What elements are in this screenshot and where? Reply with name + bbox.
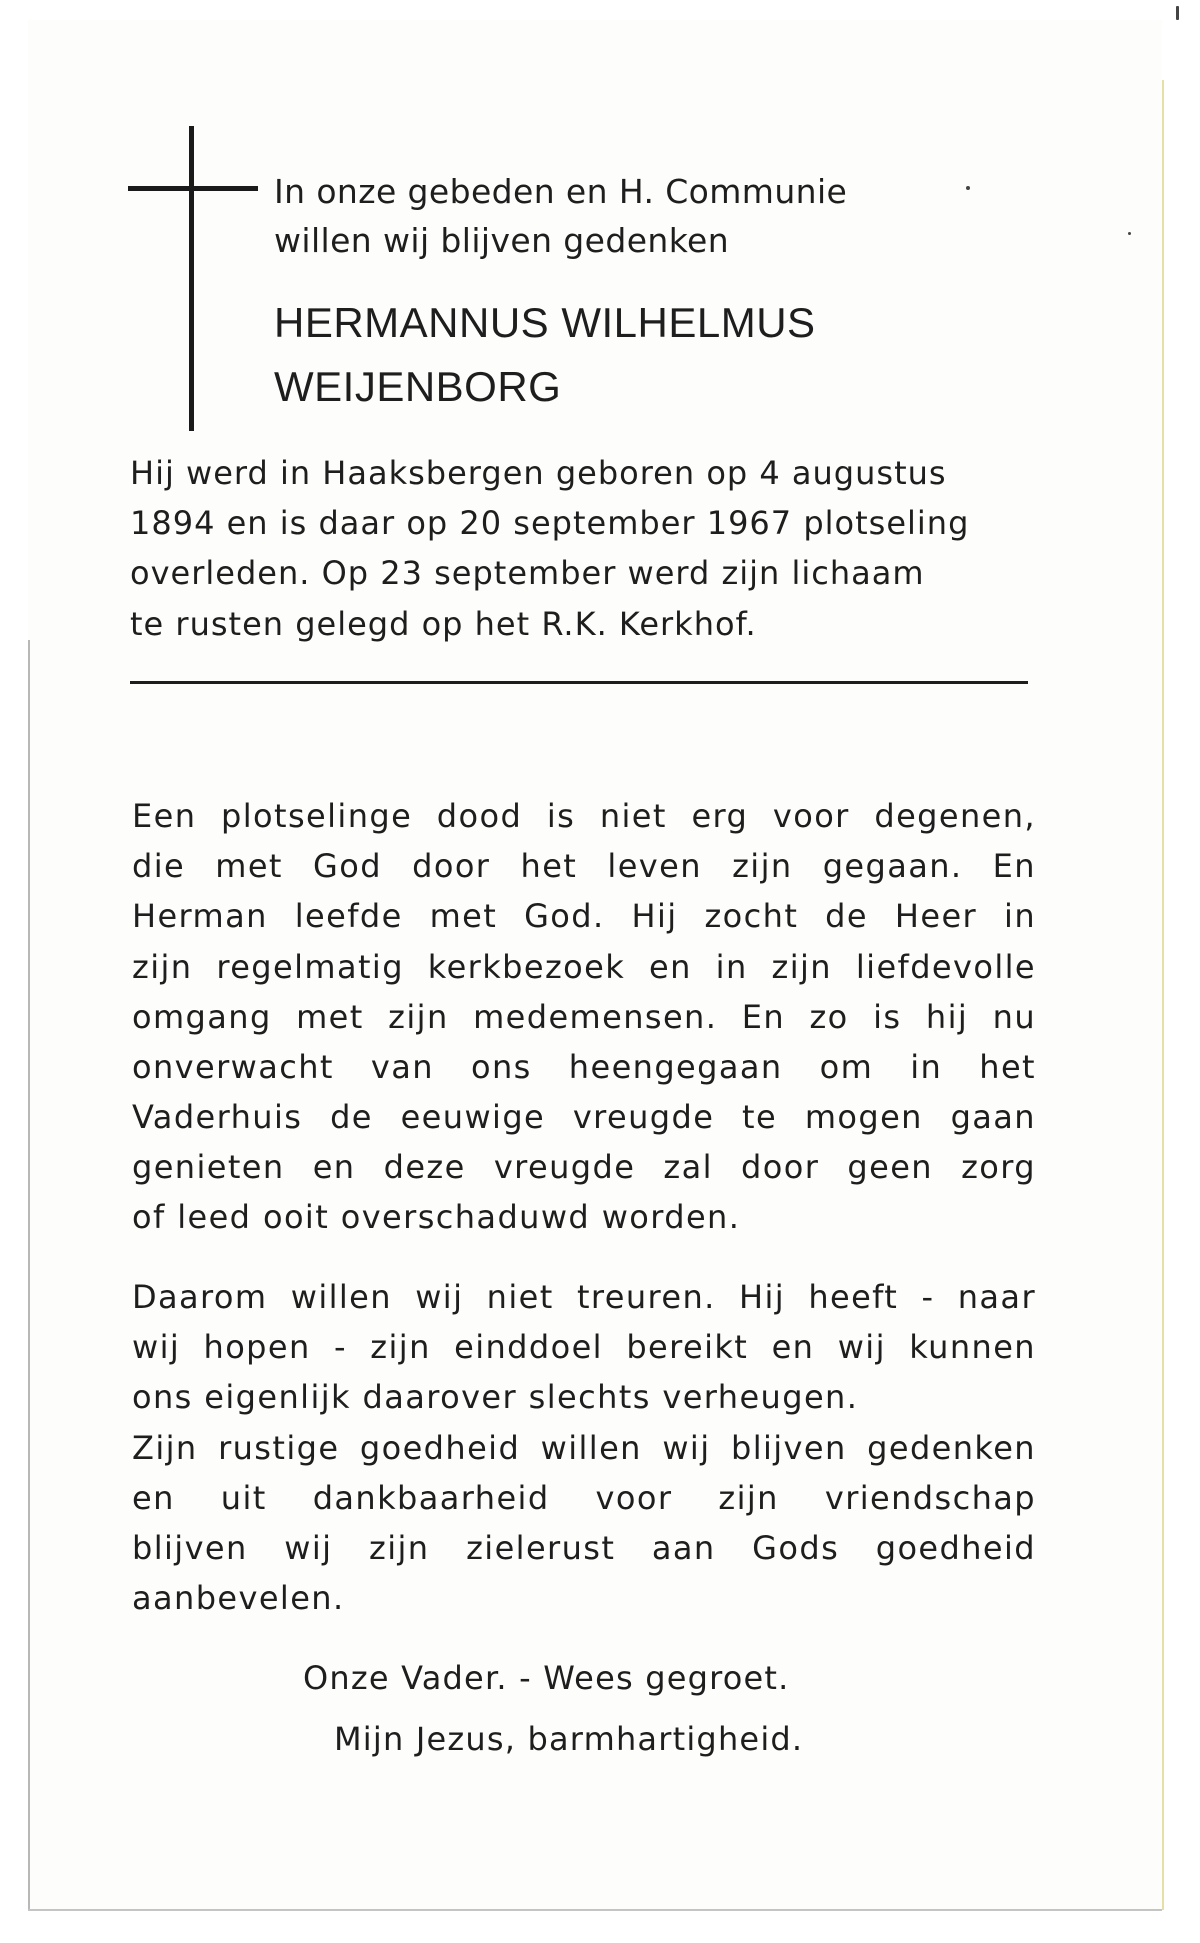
cross-icon [189,126,194,431]
text-line: aanbevelen. [132,1579,345,1617]
text-line: wij hopen - zijn einddoel bereikt en wij kunnen [132,1328,1036,1366]
text-line: genieten en deze vreugde zal door geen zorg [132,1148,1036,1186]
scan-edge-bottom [28,1909,1162,1911]
text-line: of leed ooit overschaduwd worden. [132,1198,741,1236]
deceased-name: HERMANNUS WILHELMUS [274,299,816,346]
scan-speck [1128,232,1131,235]
bio-line: overleden. Op 23 september werd zijn lichaam [130,554,925,592]
text-line: zijn regelmatig kerkbezoek en in zijn liefdevolle [132,948,1036,986]
text-line: Daarom willen wij niet treuren. Hij heeft - naar [132,1278,1036,1316]
prayer-line: Mijn Jezus, barmhartigheid. [334,1720,804,1758]
text-line: Vaderhuis de eeuwige vreugde te mogen gaan [132,1098,1036,1136]
intro-line: In onze gebeden en H. Communie [274,172,848,211]
text-line: Herman leefde met God. Hij zocht de Heer in [132,897,1036,935]
divider-line [130,681,1028,684]
text-line: onverwacht van ons heengegaan om in het [132,1048,1036,1086]
bio-line: te rusten gelegd op het R.K. Kerkhof. [130,605,757,643]
scan-speck [966,186,970,190]
intro-line: willen wij blijven gedenken [274,221,730,260]
text-line: Een plotselinge dood is niet erg voor degenen, [132,797,1036,835]
bio-line: Hij werd in Haaksbergen geboren op 4 augustus [130,454,947,492]
bio-line: 1894 en is daar op 20 september 1967 plotseling [130,504,970,542]
scan-speck [1176,6,1179,20]
text-line: ons eigenlijk daarover slechts verheugen. [132,1378,859,1416]
text-line: blijven wij zijn zielerust aan Gods goedheid [132,1529,1036,1567]
deceased-surname: WEIJENBORG [274,363,562,410]
prayer-line: Onze Vader. - Wees gegroet. [303,1659,790,1697]
cross-icon-bar [128,186,258,191]
scan-edge-right [1162,80,1164,1910]
scan-edge-left [28,640,30,1910]
text-line: die met God door het leven zijn gegaan. En [132,847,1036,885]
text-line: en uit dankbaarheid voor zijn vriendschap [132,1479,1036,1517]
text-line: omgang met zijn medemensen. En zo is hij nu [132,998,1036,1036]
text-line: Zijn rustige goedheid willen wij blijven gedenken [132,1429,1036,1467]
